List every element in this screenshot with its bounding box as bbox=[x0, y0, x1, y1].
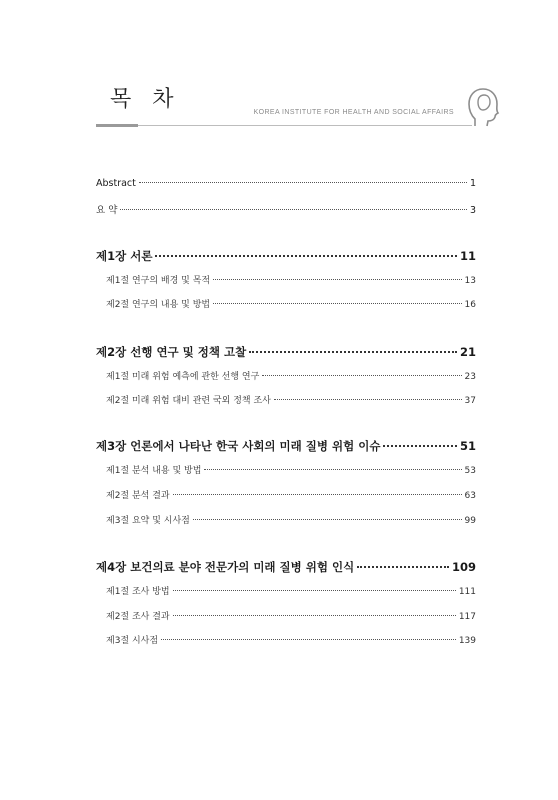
section-label: 제1절 조사 방법 bbox=[106, 587, 170, 597]
dot-leader bbox=[213, 303, 461, 304]
section-label: 제1절 미래 위험 예측에 관한 선행 연구 bbox=[106, 372, 260, 382]
toc-entry-abstract[interactable] bbox=[96, 178, 476, 189]
dot-leader bbox=[357, 566, 449, 568]
section-page-number: 139 bbox=[458, 636, 476, 646]
section-label: 제2절 조사 결과 bbox=[106, 612, 170, 622]
organization-name: KOREA INSTITUTE FOR HEALTH AND SOCIAL AFFAIRS bbox=[253, 109, 454, 116]
toc-section-3-2[interactable] bbox=[106, 488, 476, 501]
dot-leader bbox=[193, 519, 462, 520]
toc-chapter-1[interactable] bbox=[96, 248, 476, 264]
toc-page-number: 3 bbox=[469, 205, 476, 216]
section-label: 제3절 시사점 bbox=[106, 636, 159, 646]
page-title: 목 차 bbox=[110, 87, 181, 112]
toc-entry-summary[interactable] bbox=[96, 202, 476, 216]
section-label: 제1절 연구의 배경 및 목적 bbox=[106, 276, 211, 286]
dot-leader bbox=[249, 351, 457, 353]
dot-leader bbox=[262, 375, 461, 376]
section-page-number: 99 bbox=[464, 516, 476, 526]
toc-section-4-2[interactable] bbox=[106, 609, 476, 622]
chapter-label: 제3장 언론에서 나타난 한국 사회의 미래 질병 위험 이슈 bbox=[96, 439, 381, 453]
dot-leader bbox=[139, 182, 467, 183]
section-label: 제2절 연구의 내용 및 방법 bbox=[106, 300, 211, 310]
toc-entry-label: 요 약 bbox=[96, 205, 118, 216]
toc-section-3-1[interactable] bbox=[106, 463, 476, 476]
dot-leader bbox=[383, 445, 457, 447]
section-page-number: 111 bbox=[458, 587, 476, 597]
dot-leader bbox=[155, 255, 457, 257]
section-page-number: 37 bbox=[464, 396, 476, 406]
section-page-number: 16 bbox=[464, 300, 476, 310]
chapter-page-number: 109 bbox=[451, 560, 476, 574]
toc-section-3-3[interactable] bbox=[106, 513, 476, 526]
toc-entry-label: Abstract bbox=[96, 178, 136, 189]
section-page-number: 13 bbox=[464, 276, 476, 286]
toc-section-1-1[interactable] bbox=[106, 273, 476, 286]
toc-chapter-2[interactable] bbox=[96, 344, 476, 360]
chapter-label: 제4장 보건의료 분야 전문가의 미래 질병 위험 인식 bbox=[96, 560, 355, 574]
dot-leader bbox=[213, 279, 461, 280]
chapter-label: 제1장 서론 bbox=[96, 249, 153, 263]
section-label: 제2절 미래 위험 대비 관련 국외 정책 조사 bbox=[106, 396, 271, 406]
chapter-page-number: 51 bbox=[459, 439, 476, 453]
section-label: 제1절 분석 내용 및 방법 bbox=[106, 466, 202, 476]
section-label: 제3절 요약 및 시사점 bbox=[106, 516, 190, 526]
toc-section-2-2[interactable] bbox=[106, 393, 476, 406]
dot-leader bbox=[173, 494, 462, 495]
toc-chapter-4[interactable] bbox=[96, 559, 476, 575]
toc-section-4-3[interactable] bbox=[106, 633, 476, 646]
dot-leader bbox=[274, 399, 462, 400]
dot-leader bbox=[120, 209, 467, 210]
section-page-number: 53 bbox=[464, 466, 476, 476]
toc-section-2-1[interactable] bbox=[106, 369, 476, 382]
chapter-page-number: 11 bbox=[459, 249, 476, 263]
dot-leader bbox=[161, 639, 456, 640]
dot-leader bbox=[204, 469, 461, 470]
section-page-number: 117 bbox=[458, 612, 476, 622]
section-page-number: 23 bbox=[464, 372, 476, 382]
chapter-page-number: 21 bbox=[459, 345, 476, 359]
toc-section-1-2[interactable] bbox=[106, 297, 476, 310]
section-page-number: 63 bbox=[464, 491, 476, 501]
section-label: 제2절 분석 결과 bbox=[106, 491, 170, 501]
chapter-label: 제2장 선행 연구 및 정책 고찰 bbox=[96, 345, 247, 359]
dot-leader bbox=[173, 590, 456, 591]
toc-chapter-3[interactable] bbox=[96, 438, 476, 454]
dot-leader bbox=[173, 615, 456, 616]
toc-page-number: 1 bbox=[469, 178, 476, 189]
toc-section-4-1[interactable] bbox=[106, 584, 476, 597]
